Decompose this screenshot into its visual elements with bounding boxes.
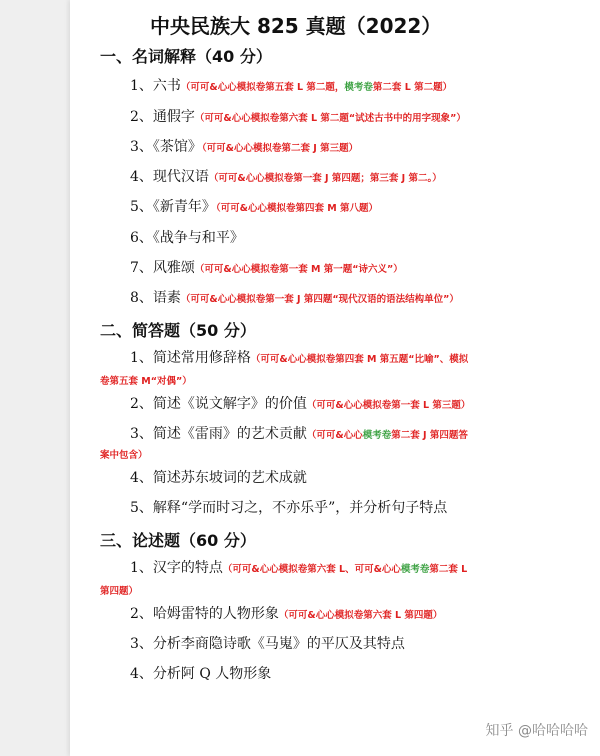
- list-item: 4、简述苏东坡词的艺术成就: [130, 470, 307, 486]
- list-item: 4、分析阿 Q 人物形象: [130, 666, 272, 682]
- list-item: 6、《战争与和平》: [130, 230, 244, 246]
- section-heading-1: 一、名词解释（40 分）: [100, 47, 272, 66]
- page-title: 中央民族大 825 真题（2022）: [150, 14, 442, 38]
- list-item: 3、《茶馆》（可可&心心模拟卷第二套 J 第三题）: [130, 139, 359, 155]
- watermark: 知乎 @哈哈哈哈: [485, 723, 588, 739]
- list-item: 2、通假字（可可&心心模拟卷第六套 L 第二题“试述古书中的用字现象”）: [130, 109, 466, 125]
- list-item: 5、《新青年》（可可&心心模拟卷第四套 M 第八题）: [130, 199, 379, 215]
- list-item: 1、六书（可可&心心模拟卷第五套 L 第二题，模考卷第二套 L 第二题）: [130, 78, 453, 94]
- list-item: 1、汉字的特点（可可&心心模拟卷第六套 L、可可&心心模考卷第二套 L: [130, 560, 468, 576]
- list-item: 3、分析李商隐诗歌《马嵬》的平仄及其特点: [130, 636, 405, 652]
- list-item-wrap: 案中包含）: [100, 450, 148, 461]
- left-margin: [0, 0, 70, 756]
- list-item: 3、简述《雷雨》的艺术贡献（可可&心心模考卷第二套 J 第四题答: [130, 426, 468, 442]
- list-item: 8、语素（可可&心心模拟卷第一套 J 第四题“现代汉语的语法结构单位”）: [130, 290, 459, 306]
- list-item: 1、简述常用修辞格（可可&心心模拟卷第四套 M 第五题“比喻”、模拟: [130, 350, 469, 366]
- section-heading-3: 三、论述题（60 分）: [100, 531, 256, 550]
- list-item-wrap: 卷第五套 M“对偶”）: [100, 376, 192, 387]
- list-item: 2、简述《说文解字》的价值（可可&心心模拟卷第一套 L 第三题）: [130, 396, 471, 412]
- list-item: 7、风雅颂（可可&心心模拟卷第一套 M 第一题“诗六义”）: [130, 260, 403, 276]
- list-item: 2、哈姆雷特的人物形象（可可&心心模拟卷第六套 L 第四题）: [130, 606, 443, 622]
- list-item: 5、解释“学而时习之，不亦乐乎”，并分析句子特点: [130, 500, 448, 516]
- list-item: 4、现代汉语（可可&心心模拟卷第一套 J 第四题；第三套 J 第二。）: [130, 169, 442, 185]
- section-heading-2: 二、简答题（50 分）: [100, 321, 256, 340]
- list-item-wrap: 第四题）: [100, 586, 139, 597]
